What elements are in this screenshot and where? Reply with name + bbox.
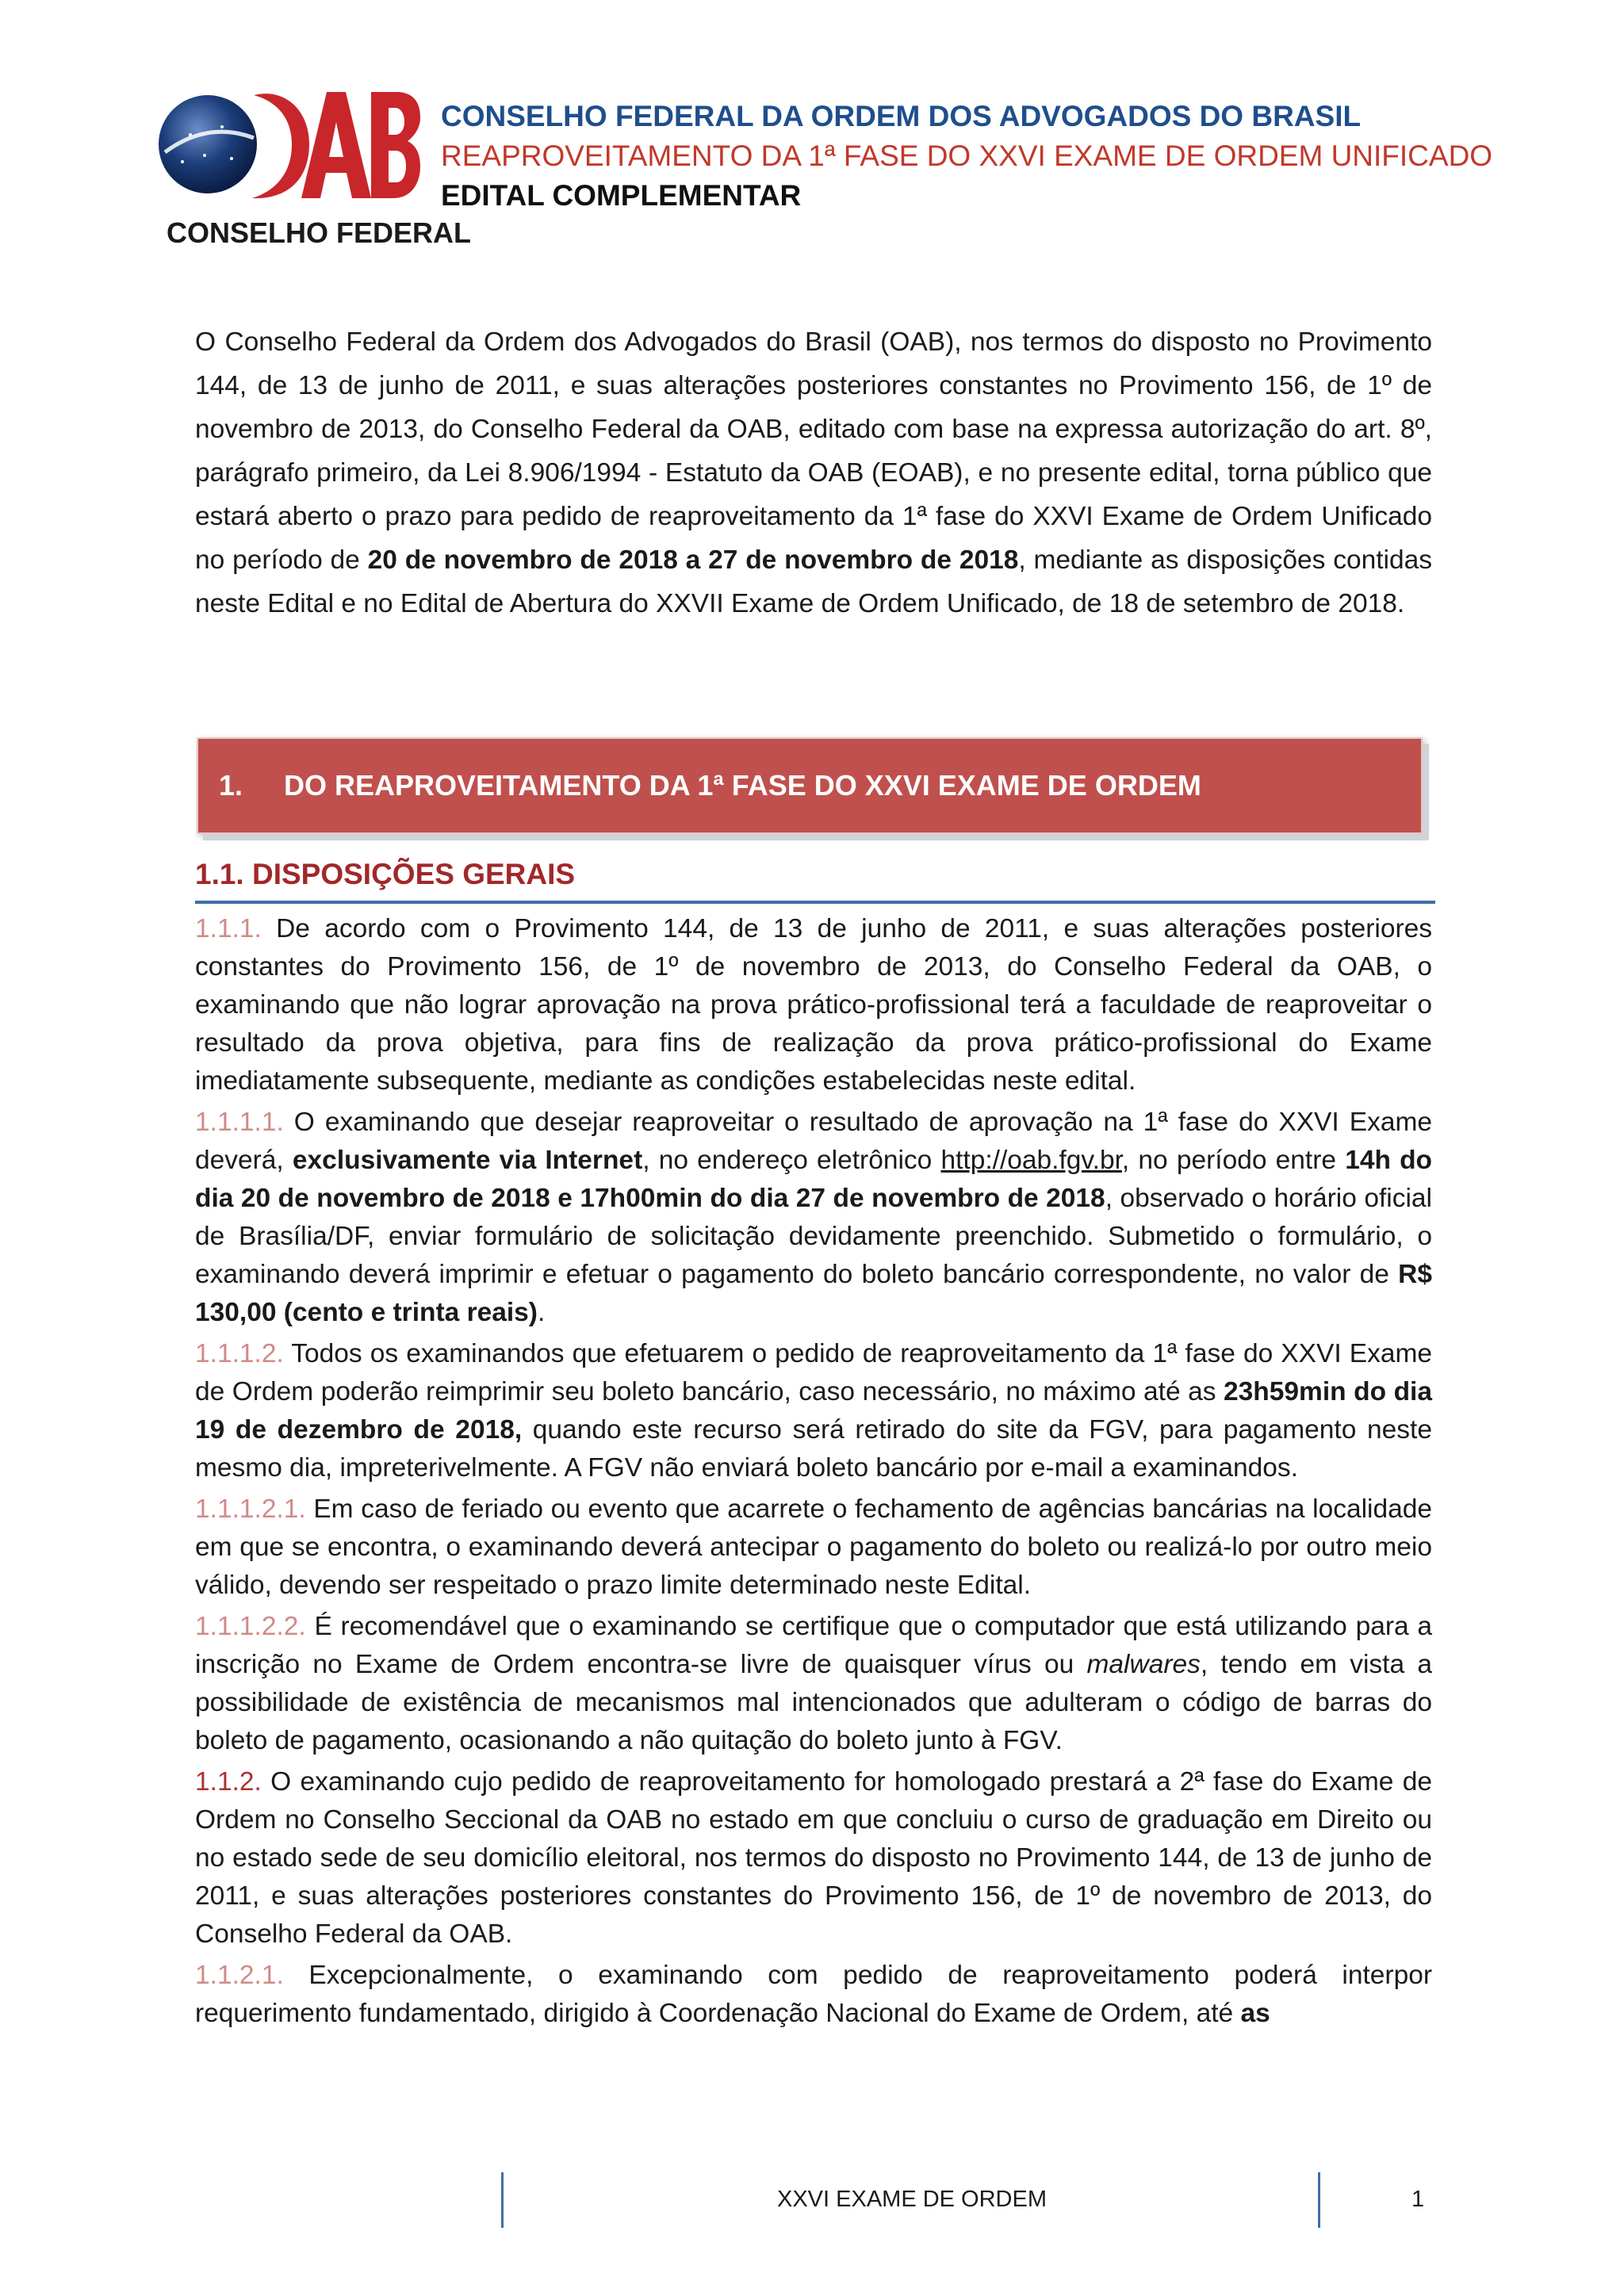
header-organization: CONSELHO FEDERAL DA ORDEM DOS ADVOGADOS DO BRASIL — [441, 100, 1362, 132]
item-number: 1.1.1.1. — [195, 1108, 284, 1137]
intro-period: 20 de novembro de 2018 a 27 de novembro de 2018 — [367, 545, 1019, 575]
item-1-1-1-2-2 — [195, 1608, 1432, 1760]
document-header — [441, 97, 1503, 216]
intro-text-start: O Conselho Federal da Ordem dos Advogados do Brasil (OAB), nos termos do disposto no Provimento 144, de 13 de junho de 2011, e suas alterações posteriores constantes no Provimento 156, de 1º de novembro de 2013, do Conselho Federal da OAB, editado com base na expressa autorização do art. 8º, parágrafo primeiro, da Lei 8.906/1994 - Estatuto da OAB (EOAB), e no presente edital, torna público que estará aberto o prazo para pedido de reaproveitamento da 1ª fase do XXVI Exame de Ordem Unificado no período de — [195, 327, 1432, 575]
footer-title: XXVI EXAME DE ORDEM — [776, 2187, 1047, 2212]
intro-paragraph — [195, 320, 1432, 626]
item-emphasis: 23h59min do dia 19 de dezembro de 2018, — [195, 1377, 1432, 1445]
item-text: quando este recurso será retirado do site da FGV, para pagamento neste mesmo dia, impreterivelmente. A FGV não enviará boleto bancário por e-mail a examinandos. — [195, 1415, 1432, 1483]
item-1-1-2 — [195, 1763, 1432, 1954]
item-number: 1.1.2. — [195, 1767, 262, 1797]
item-emphasis: 14h do dia 20 de novembro de 2018 e 17h00min do dia 27 de novembro de 2018 — [195, 1146, 1433, 1213]
section-number: 1. — [219, 769, 243, 802]
item-number: 1.1.1.2. — [195, 1339, 284, 1368]
footer-divider-left — [501, 2172, 504, 2228]
item-text: , observado o horário oficial de Brasília/DF, enviar formulário de solicitação devidamente preenchido. Submetido o formulário, o examinando deverá imprimir e efetuar o pagamento do boleto bancário correspondente, no valor de — [195, 1184, 1432, 1289]
item-text: , no endereço eletrônico — [642, 1146, 941, 1175]
subsection-title: 1.1. DISPOSIÇÕES GERAIS — [195, 855, 1435, 904]
items-list — [195, 910, 1432, 2036]
item-text: , tendo em vista a possibilidade de existência de mecanismos mal intencionados que adulteram o código de barras do boleto de pagamento, ocasionando a não quitação do boleto junto à FGV. — [195, 1650, 1432, 1755]
item-number: 1.1.1. — [195, 914, 262, 943]
page-number: 1 — [1411, 2187, 1425, 2212]
item-emphasis: R$ 130,00 (cento e trinta reais) — [195, 1260, 1432, 1327]
header-doc-type: EDITAL COMPLEMENTAR — [441, 179, 802, 212]
fgv-link[interactable]: http://oab.fgv.br — [940, 1146, 1122, 1175]
section-title: DO REAPROVEITAMENTO DA 1ª FASE DO XXVI EXAME DE ORDEM — [284, 769, 1201, 802]
oab-logo — [159, 79, 472, 251]
item-1-1-1-2-1 — [195, 1490, 1432, 1605]
item-number: 1.1.2.1. — [195, 1961, 284, 1990]
item-text: De acordo com o Provimento 144, de 13 de junho de 2011, e suas alterações posteriores constantes do Provimento 156, de 1º de novembro de 2013, do Conselho Federal da OAB, o examinando que não lograr aprovação na prova prático-profissional terá a faculdade de reaproveitar o resultado da prova objetiva, para fins de realização da prova prático-profissional do Exame imediatamente subsequente, mediante as condições estabelecidas neste edital. — [195, 914, 1432, 1096]
item-number: 1.1.1.2.1. — [195, 1494, 306, 1524]
item-number: 1.1.1.2.2. — [195, 1612, 306, 1641]
item-text: Todos os examinandos que efetuarem o pedido de reaproveitamento da 1ª fase do XXVI Exame de Ordem poderão reimprimir seu boleto bancário, caso necessário, no máximo até as — [195, 1339, 1432, 1406]
section-1-header — [197, 737, 1423, 834]
item-emphasis: exclusivamente via Internet — [292, 1146, 643, 1175]
item-text: É recomendável que o examinando se certifique que o computador que está utilizando para a inscrição no Exame de Ordem encontra-se livre de quaisquer vírus ou — [195, 1612, 1432, 1679]
item-text: Em caso de feriado ou evento que acarrete o fechamento de agências bancárias na localidade em que se encontra, o examinando deverá antecipar o pagamento do boleto ou realizá-lo por outro meio válido, devendo ser respeitado o prazo limite determinado neste Edital. — [195, 1494, 1432, 1600]
item-1-1-2-1 — [195, 1957, 1432, 2033]
intro-text-end: , mediante as disposições contidas neste Edital e no Edital de Abertura do XXVII Exame de Ordem Unificado, de 18 de setembro de 2018. — [195, 545, 1432, 618]
item-text: O examinando cujo pedido de reaproveitamento for homologado prestará a 2ª fase do Exame de Ordem no Conselho Seccional da OAB no estado em que concluiu o curso de graduação em Direito ou no estado sede de seu domicílio eleitoral, nos termos do disposto no Provimento 144, de 13 de junho de 2011, e suas alterações posteriores constantes do Provimento 156, de 1º de novembro de 2013, do Conselho Federal da OAB. — [195, 1767, 1432, 1949]
logo-caption: CONSELHO FEDERAL — [167, 216, 472, 249]
item-1-1-1 — [195, 910, 1432, 1100]
item-text: . — [537, 1298, 546, 1327]
footer-divider-right — [1318, 2172, 1320, 2228]
item-1-1-1-2 — [195, 1335, 1432, 1487]
item-text: Excepcionalmente, o examinando com pedido de reaproveitamento poderá interpor requerimento fundamentado, dirigido à Coordenação Nacional do Exame de Ordem, até — [195, 1961, 1432, 2028]
item-text: O examinando que desejar reaproveitar o resultado de aprovação na 1ª fase do XXVI Exame deverá, — [195, 1108, 1432, 1175]
header-subject: REAPROVEITAMENTO DA 1ª FASE DO XXVI EXAME DE ORDEM UNIFICADO — [441, 140, 1493, 172]
item-text: , no período entre — [1121, 1146, 1346, 1175]
item-emphasis: as — [1240, 1999, 1270, 2028]
item-1-1-1-1 — [195, 1104, 1432, 1332]
item-italic: malwares — [1086, 1650, 1201, 1679]
